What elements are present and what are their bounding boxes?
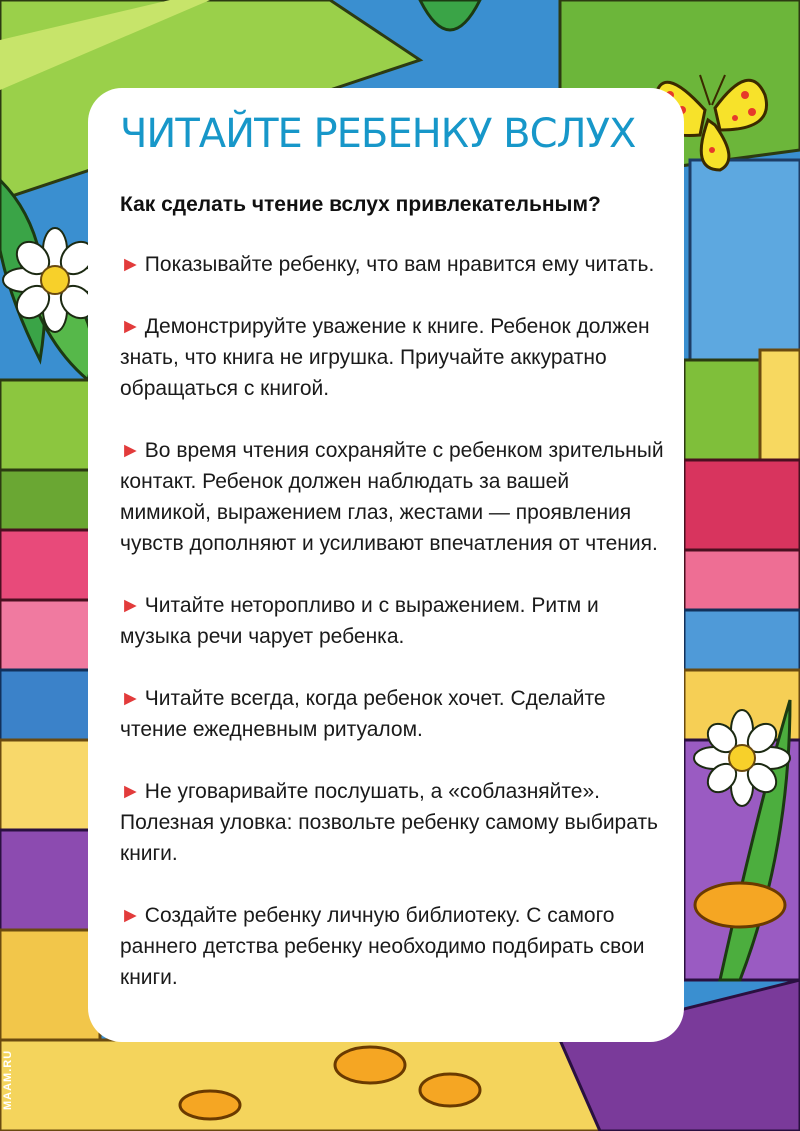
tip-item — [120, 900, 664, 993]
content-card — [88, 88, 684, 1042]
tip-text: Читайте всегда, когда ребенок хочет. Сделайте чтение ежедневным ритуалом. — [120, 687, 606, 741]
bullet-arrow-icon: ► — [120, 780, 141, 803]
tips-list — [120, 249, 664, 993]
tip-item — [120, 776, 664, 869]
bullet-arrow-icon: ► — [120, 594, 141, 617]
tip-item — [120, 435, 664, 559]
tip-text: Создайте ребенку личную библиотеку. С самого раннего детства ребенку необходимо подбирать свои книги. — [120, 904, 645, 989]
tip-text: Не уговаривайте послушать, а «соблазняйте». Полезная уловка: позвольте ребенку самому выбирать книги. — [120, 780, 659, 865]
bullet-arrow-icon: ► — [120, 904, 141, 927]
tip-item — [120, 249, 664, 280]
tip-text: Демонстрируйте уважение к книге. Ребенок должен знать, что книга не игрушка. Приучайте аккуратно обращаться с книгой. — [120, 315, 650, 400]
tip-item — [120, 683, 664, 745]
bullet-arrow-icon: ► — [120, 439, 141, 462]
page-title: ЧИТАЙТЕ РЕБЕНКУ ВСЛУХ — [120, 111, 636, 157]
bullet-arrow-icon: ► — [120, 315, 141, 338]
tip-text: Читайте неторопливо и с выражением. Ритм и музыка речи чарует ребенка. — [120, 594, 599, 648]
tip-item — [120, 590, 664, 652]
tip-text: Показывайте ребенку, что вам нравится ему читать. — [144, 253, 655, 276]
subtitle: Как сделать чтение вслух привлекательным? — [120, 193, 601, 216]
site-watermark: MAAM.RU — [2, 1049, 14, 1110]
bullet-arrow-icon: ► — [120, 687, 141, 710]
tip-text: Во время чтения сохраняйте с ребенком зрительный контакт. Ребенок должен наблюдать за вашей мимикой, выражением глаз, жестами — проявления чувств дополняют и усиливают впечатления от чтения. — [120, 439, 664, 555]
bullet-arrow-icon: ► — [120, 253, 141, 276]
tip-item — [120, 311, 664, 404]
